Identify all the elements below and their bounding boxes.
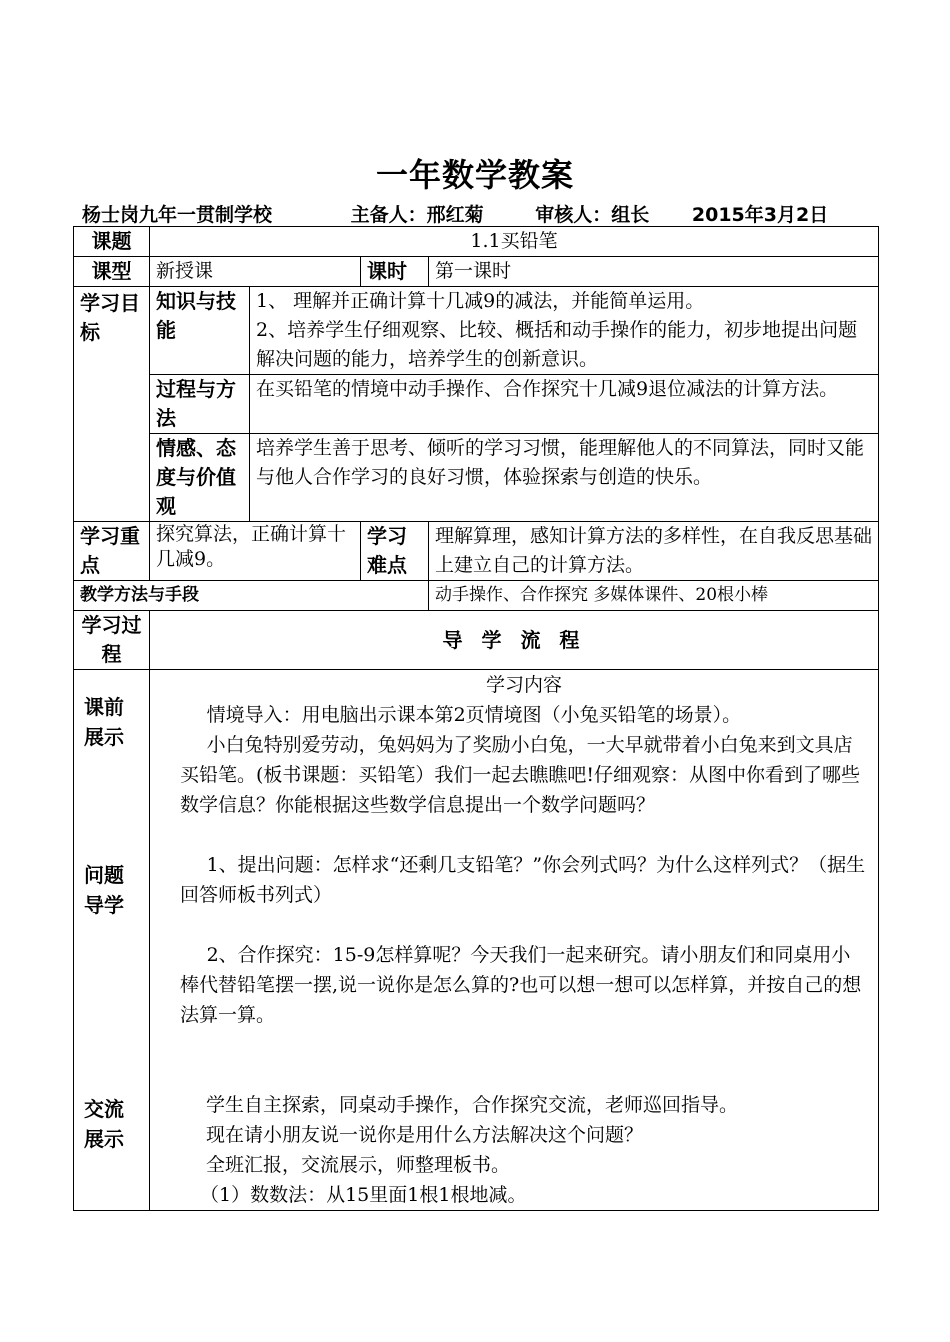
side-labels-cell	[74, 670, 150, 1211]
label-exchange: 交流展示	[84, 1097, 124, 1151]
content-para-2: 小白兔特别爱劳动，兔妈妈为了奖励小白兔，一大早就带着小白兔来到文具店买铅笔。(板书课题：买铅笔）我们一起去瞧瞧吧!仔细观察：从图中你看到了哪些数学信息？你能根据这些数学信息提出一个数学问题吗？	[180, 734, 861, 816]
knowledge-text	[250, 287, 879, 375]
topic-label: 课题	[74, 227, 150, 257]
content-para-6: 现在请小朋友说一说你是用什么方法解决这个问题？	[206, 1124, 644, 1146]
learning-content	[150, 670, 879, 1211]
content-para-5: 学生自主探索，同桌动手操作，合作探究交流，老师巡回指导。	[206, 1094, 739, 1116]
difficulty-text: 理解算理，感知计算方法的多样性，在自我反思基础上建立自己的计算方法。	[429, 522, 879, 581]
label-guided: 问题导学	[84, 863, 124, 917]
process-method-label: 过程与方法	[150, 375, 250, 434]
type-value: 新授课	[150, 257, 361, 287]
emotion-text: 培养学生善于思考、倾听的学习习惯，能理解他人的不同算法，同时又能与他人合作学习的良好习惯，体验探索与创造的快乐。	[250, 434, 879, 522]
process-heading: 导 学 流 程	[150, 611, 879, 670]
process-method-text: 在买铅笔的情境中动手操作、合作探究十几减9退位减法的计算方法。	[250, 375, 879, 434]
content-para-7: 全班汇报，交流展示，师整理板书。	[206, 1154, 511, 1176]
knowledge-label: 知识与技能	[150, 287, 250, 375]
school-name: 杨士岗九年一贯制学校	[82, 204, 273, 226]
content-para-4: 2、合作探究：15-9怎样算呢？今天我们一起来研究。请小朋友们和同桌用小棒代替铅笔摆一摆,说一说你是怎么算的?也可以想一想可以怎样算，并按自己的想法算一算。	[180, 944, 862, 1026]
content-para-3: 1、提出问题：怎样求“还剩几支铅笔？”你会列式吗？为什么这样列式？（据生回答师板书列式）	[180, 854, 866, 906]
period-value: 第一课时	[429, 257, 879, 287]
type-label: 课型	[74, 257, 150, 287]
difficulty-label: 学习难点	[361, 522, 429, 581]
content-para-8: （1）数数法：从15里面1根1根地减。	[200, 1184, 527, 1206]
methods-label: 教学方法与手段	[74, 581, 429, 611]
label-preview: 课前展示	[84, 695, 124, 749]
document-title: 一年数学教案	[375, 156, 574, 194]
knowledge-line-1: 1、 理解并正确计算十几减9的减法，并能简单运用。	[256, 290, 705, 312]
emotion-label: 情感、态度与价值观	[150, 434, 250, 522]
key-point-text: 探究算法，正确计算十几减9。	[150, 522, 361, 581]
knowledge-line-2: 2、培养学生仔细观察、比较、概括和动手操作的能力，初步地提出问题解决问题的能力，培养学生的创新意识。	[256, 319, 858, 370]
content-heading: 学习内容	[485, 674, 562, 696]
preparer: 主备人：邢红菊	[350, 204, 484, 226]
process-label: 学习过程	[74, 611, 150, 670]
methods-value: 动手操作、合作探究 多媒体课件、20根小棒	[429, 581, 879, 611]
header-meta	[82, 200, 882, 227]
reviewer: 审核人：组长	[535, 204, 650, 226]
lesson-date: 2015年3月2日	[691, 204, 829, 226]
content-para-1: 情境导入：用电脑出示课本第2页情境图（小兔买铅笔的场景）。	[206, 704, 742, 726]
objectives-label: 学习目标	[74, 287, 150, 522]
lesson-plan-table	[73, 226, 879, 1211]
key-point-label: 学习重点	[74, 522, 150, 581]
period-label: 课时	[361, 257, 429, 287]
topic-value: 1.1买铅笔	[150, 227, 879, 257]
